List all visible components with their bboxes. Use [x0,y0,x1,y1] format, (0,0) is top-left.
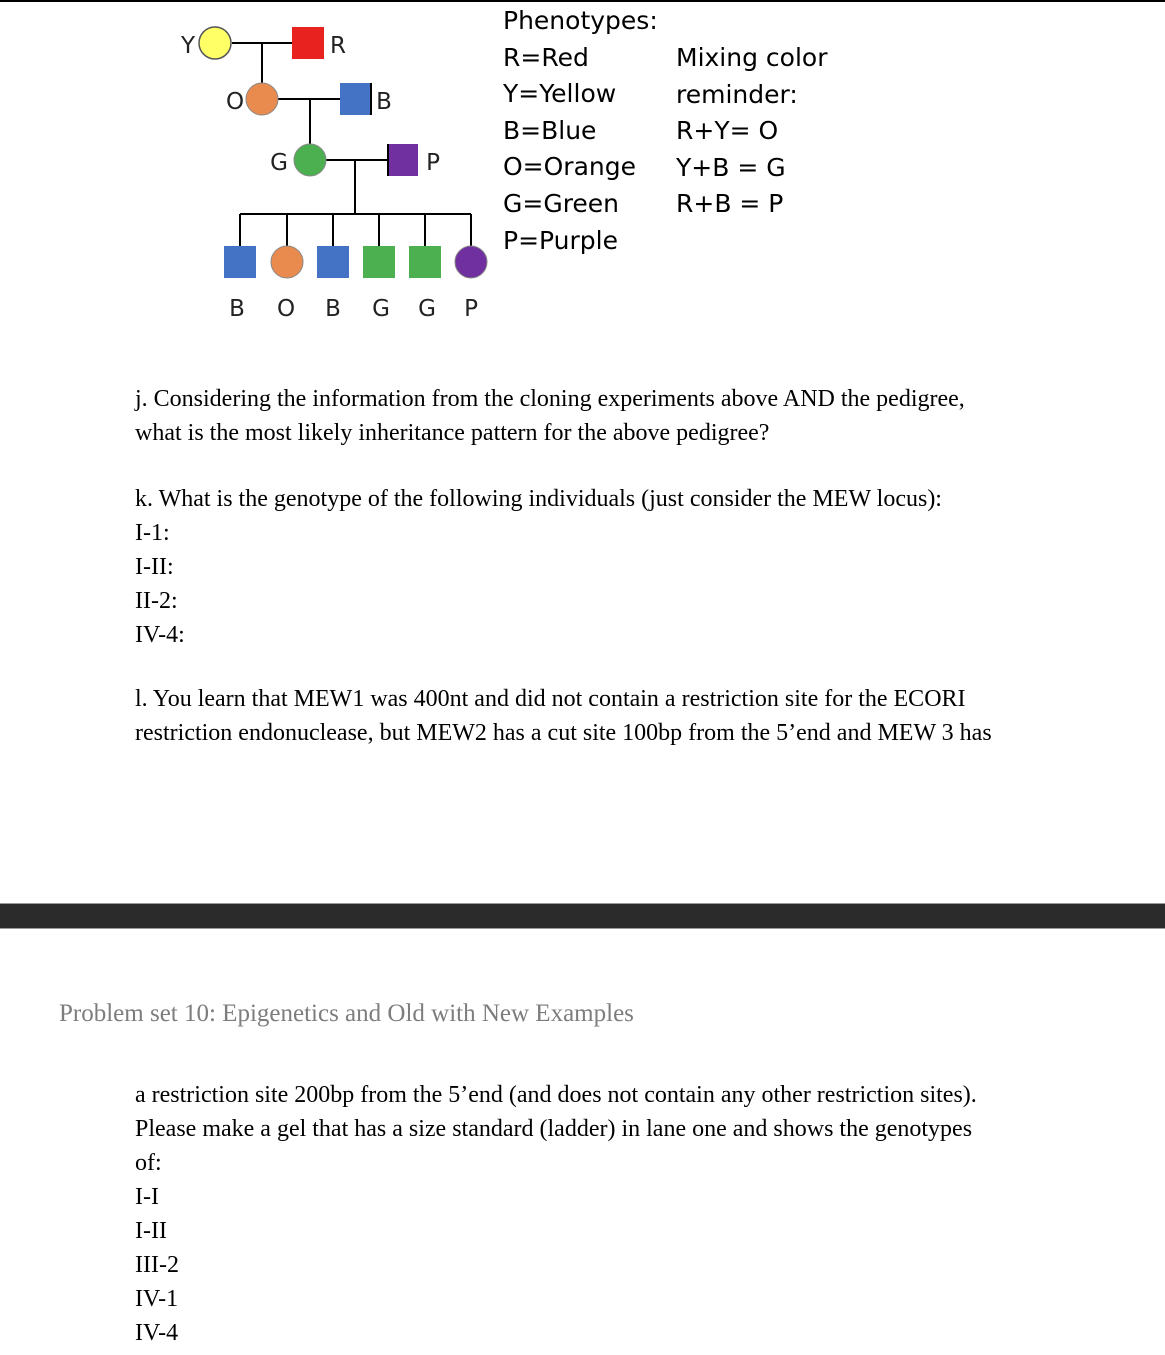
phenotype-item: P=Purple [503,225,618,255]
phenotype-item: O=Orange [503,152,636,182]
question-l-cont-line1: a restriction site 200bp from the 5’end (and does not contain any other restriction sites). [135,1082,977,1108]
phenotype-legend [503,3,658,259]
child4-label: G [372,296,390,322]
phenotype-item: G=Green [503,188,620,218]
child2-label: O [276,296,296,322]
question-j-line2: what is the most likely inheritance pattern for the above pedigree? [135,420,770,446]
child5-label: G [418,296,436,322]
mixing-title-line1: Mixing color [676,43,828,72]
question-k-individual: I-II: [135,554,174,580]
gen3-male-symbol [388,144,418,176]
gen1-female-label: Y [180,33,196,59]
child6-label: P [464,296,478,322]
child4-male-symbol [363,246,395,278]
child3-label: B [325,296,341,322]
child3-male-symbol [317,246,349,278]
question-j-line1: j. Considering the information from the cloning experiments above AND the pedigree, [135,386,965,412]
problem-set-footer: Problem set 10: Epigenetics and Old with New Examples [59,1000,634,1027]
question-j [135,382,965,450]
question-l-cont-line3: of: [135,1150,162,1176]
question-l-line2: restriction endonuclease, but MEW2 has a cut site 100bp from the 5’end and MEW 3 has [135,720,992,746]
question-l-cont-line2: Please make a gel that has a size standard (ladder) in lane one and shows the genotypes [135,1116,973,1142]
question-k [135,482,942,652]
gen2-female-symbol [246,83,278,115]
question-l-individual: I-I [135,1184,159,1210]
pedigree-chart [0,0,520,340]
question-l [135,682,992,750]
phenotypes-title: Phenotypes: [503,6,658,35]
gen2-male-symbol [340,83,372,115]
child2-female-symbol [271,246,303,278]
gen3-female-label: G [270,150,288,176]
phenotype-item: B=Blue [503,115,597,145]
question-l-individual: III-2 [135,1252,179,1278]
mixing-rule: R+B = P [676,189,784,219]
question-l-individual: IV-4 [135,1320,179,1346]
question-l-continued [135,1078,977,1350]
question-k-line1: k. What is the genotype of the following individuals (just consider the MEW locus): [135,486,942,512]
question-k-individual: I-1: [135,520,170,546]
question-l-individual: IV-1 [135,1286,179,1312]
gen2-male-label: B [376,89,392,115]
gen3-female-symbol [294,144,326,176]
question-l-individual: I-II [135,1218,167,1244]
mixing-rule: R+Y= O [676,116,779,146]
gen3-male-label: P [426,150,440,176]
question-k-individual: II-2: [135,588,178,614]
phenotype-item: R=Red [503,42,589,72]
phenotype-item: Y=Yellow [503,79,617,109]
mixing-reminder [676,40,827,223]
page-break-divider [0,903,1165,929]
gen2-female-label: O [225,89,245,115]
child1-label: B [229,296,245,322]
gen1-male-symbol [292,27,324,59]
mixing-title-line2: reminder: [676,79,798,109]
child5-male-symbol [409,246,441,278]
mixing-rule: Y+B = G [676,152,786,182]
gen1-male-label: R [330,33,346,59]
child1-male-symbol [224,246,256,278]
child6-female-symbol [455,246,487,278]
question-k-individual: IV-4: [135,622,185,648]
question-l-line1: l. You learn that MEW1 was 400nt and did not contain a restriction site for the ECORI [135,686,966,712]
gen1-female-symbol [199,27,231,59]
